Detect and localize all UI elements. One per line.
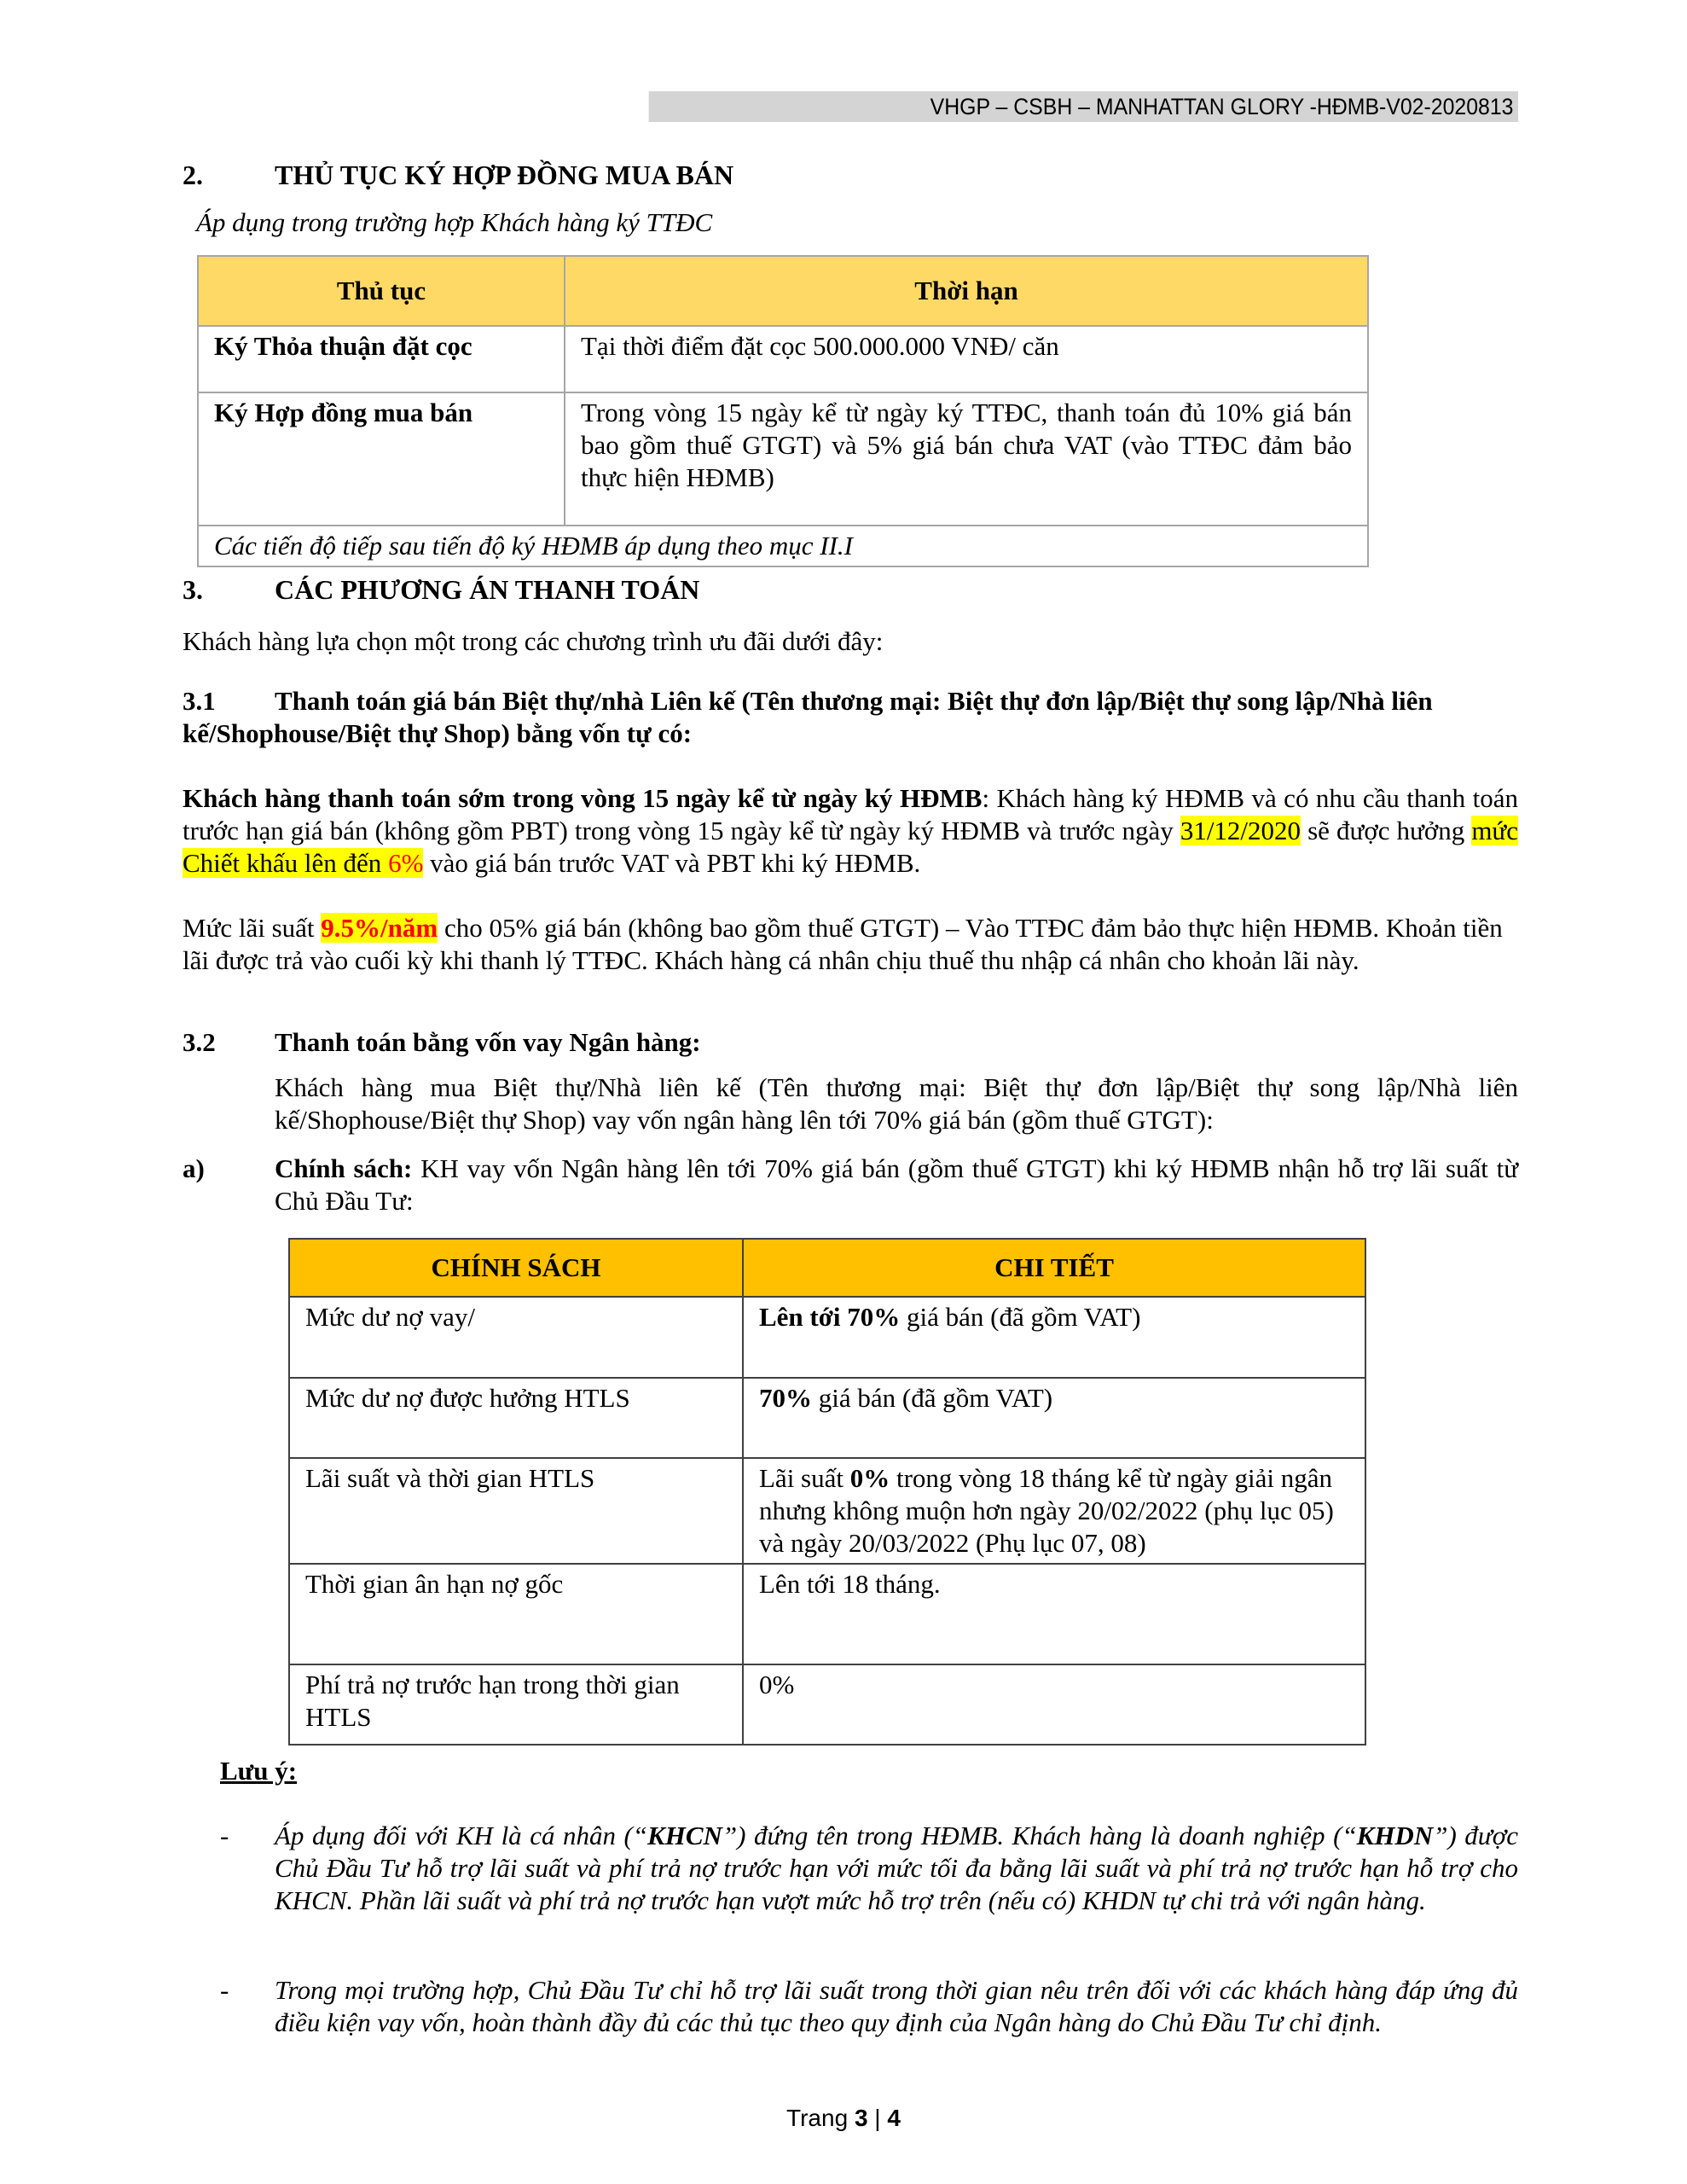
- bullet-dash-icon: -: [220, 1975, 229, 2005]
- subsection-number: 3.2: [183, 1027, 216, 1057]
- table-header-row: [289, 1239, 1365, 1297]
- detail-cell: [743, 1458, 1365, 1564]
- subsection-number: 3.1: [183, 686, 216, 716]
- notes-heading: [220, 1755, 297, 1787]
- text: : Khách hàng ký HĐMB và có nhu cầu thanh toán trước hạn giá bán (không gồm PBT) trong vòng 15 ngày kể từ ngày ký HĐMB và trước ngày: [183, 783, 1519, 845]
- document-code: VHGP – CSBH – MANHATTAN GLORY -HĐMB-V02-2020813: [930, 94, 1514, 119]
- detail-cell: [743, 1297, 1365, 1378]
- table-row: [198, 326, 1368, 392]
- text: ”) được Chủ Đầu Tư hỗ trợ lãi suất và phí trả nợ trước hạn với mức tối đa bằng lãi suất và phí trả nợ trước hạn hỗ trợ cho KHCN. Phần lãi suất và phí trả nợ trước hạn vượt mức hỗ trợ trên (nếu có) KHDN tự chi trả với ngân hàng.: [275, 1821, 1519, 1915]
- detail-text: giá bán (đã gồm VAT): [900, 1302, 1141, 1332]
- table-row: [289, 1564, 1365, 1664]
- header-policy: CHÍNH SÁCH: [289, 1239, 743, 1297]
- subsection-3-2-intro: Khách hàng mua Biệt thự/Nhà liên kế (Tên thương mại: Biệt thự đơn lập/Biệt thự song lập/Nhà liên kế/Shophouse/Biệt thự Shop) vay vốn ngân hàng lên tới 70% giá bán (gồm thuế GTGT):: [275, 1072, 1518, 1135]
- document-code-header: [649, 91, 1518, 122]
- loan-policy-table: [288, 1238, 1366, 1745]
- text: vào giá bán trước VAT và PBT khi ký HĐMB.: [423, 848, 921, 878]
- policy-cell: Mức dư nợ vay/: [289, 1297, 743, 1378]
- text: mức Chiết khấu lên đến: [183, 816, 1518, 878]
- table-row: [289, 1458, 1365, 1564]
- text: cho 05% giá bán (không bao gồm thuế GTGT) – Vào TTĐC đảm bảo thực hiện HĐMB. Khoản tiền lãi được trả vào cuối kỳ khi thanh lý TTĐC. Khách hàng cá nhân chịu thuế thu nhập cá nhân cho khoản lãi này.: [183, 913, 1503, 975]
- subsection-title: Thanh toán bằng vốn vay Ngân hàng:: [275, 1027, 701, 1057]
- procedure-table: [197, 255, 1369, 567]
- item-a-label: a): [183, 1153, 205, 1183]
- note-item: Trong mọi trường hợp, Chủ Đầu Tư chỉ hỗ trợ lãi suất trong thời gian nêu trên đối với các khách hàng đáp ứng đủ điều kiện vay vốn, hoàn thành đầy đủ các thủ tục theo quy định của Ngân hàng do Chủ Đầu Tư chỉ định.: [275, 1975, 1518, 2037]
- policy-cell: Lãi suất và thời gian HTLS: [289, 1458, 743, 1564]
- table-footer-note: Các tiến độ tiếp sau tiến độ ký HĐMB áp dụng theo mục II.I: [198, 526, 1368, 566]
- section-title: THỦ TỤC KÝ HỢP ĐỒNG MUA BÁN: [275, 160, 734, 190]
- policy-cell: Phí trả nợ trước hạn trong thời gian HTLS: [289, 1664, 743, 1745]
- detail-bold: Lên tới 70%: [759, 1302, 901, 1332]
- section-2-heading: [183, 159, 733, 191]
- term-khdn: KHDN: [1356, 1821, 1434, 1850]
- table-header-row: [198, 256, 1368, 326]
- subsection-3-2-heading: [183, 1026, 701, 1059]
- procedure-cell: Ký Thỏa thuận đặt cọc: [198, 326, 565, 392]
- detail-cell: 0%: [743, 1664, 1365, 1745]
- section-2-subtitle: Áp dụng trong trường hợp Khách hàng ký TTĐC: [196, 207, 713, 237]
- header-deadline: Thời hạn: [565, 256, 1368, 326]
- section-3-heading: [183, 573, 699, 606]
- deadline-date-highlight: 31/12/2020: [1180, 816, 1301, 845]
- section-number: 3.: [183, 574, 203, 605]
- subsection-3-1-heading: [183, 685, 1518, 750]
- notes-title: Lưu ý:: [220, 1756, 298, 1786]
- text: sẽ được hưởng: [1301, 816, 1472, 845]
- bullet-dash-icon: -: [220, 1821, 229, 1850]
- page-label: Trang: [786, 2105, 855, 2131]
- discount-percent: 6%: [388, 848, 424, 878]
- term-khcn: KHCN: [647, 1821, 722, 1850]
- table-row: [289, 1297, 1365, 1378]
- deadline-cell: Tại thời điểm đặt cọc 500.000.000 VNĐ/ căn: [565, 326, 1368, 392]
- header-detail: CHI TIẾT: [743, 1239, 1365, 1297]
- page-separator: |: [867, 2105, 888, 2131]
- text: KH vay vốn Ngân hàng lên tới 70% giá bán (gồm thuế GTGT) khi ký HĐMB nhận hỗ trợ lãi suất từ Chủ Đầu Tư:: [275, 1153, 1519, 1216]
- section-3-intro: Khách hàng lựa chọn một trong các chương trình ưu đãi dưới đây:: [183, 626, 884, 656]
- header-procedure: Thủ tục: [198, 256, 565, 326]
- policy-cell: Thời gian ân hạn nợ gốc: [289, 1564, 743, 1664]
- deadline-cell: Trong vòng 15 ngày kể từ ngày ký TTĐC, thanh toán đủ 10% giá bán bao gồm thuế GTGT) và 5% giá bán chưa VAT (vào TTĐC đảm bảo thực hiện HĐMB): [565, 392, 1368, 526]
- text: ”) đứng tên trong HĐMB. Khách hàng là doanh nghiệp (“: [722, 1821, 1357, 1850]
- text: Mức lãi suất: [183, 913, 322, 943]
- section-number: 2.: [183, 160, 203, 190]
- table-row: [289, 1664, 1365, 1745]
- table-row: [289, 1378, 1365, 1458]
- note-item: [275, 1820, 1518, 1917]
- page-footer: [0, 2102, 1687, 2135]
- table-footer-row: [198, 526, 1368, 566]
- text: Áp dụng đối với KH là cá nhân (“: [275, 1821, 648, 1850]
- early-payment-paragraph: [183, 782, 1518, 880]
- detail-cell: [743, 1378, 1365, 1458]
- detail-text: giá bán (đã gồm VAT): [812, 1383, 1053, 1413]
- procedure-cell: Ký Hợp đồng mua bán: [198, 392, 565, 526]
- subsection-title: Thanh toán giá bán Biệt thự/nhà Liên kế (Tên thương mại: Biệt thự đơn lập/Biệt thự song lập/Nhà liên kế/Shophouse/Biệt thự Shop) bằng vốn tự có:: [183, 686, 1433, 748]
- detail-bold: 70%: [759, 1383, 812, 1413]
- policy-label: Chính sách:: [275, 1153, 413, 1183]
- table-row: [198, 392, 1368, 526]
- policy-cell: Mức dư nợ được hưởng HTLS: [289, 1378, 743, 1458]
- detail-cell: Lên tới 18 tháng.: [743, 1564, 1365, 1664]
- interest-rate-highlight: 9.5%/năm: [321, 913, 438, 943]
- detail-bold: 0%: [849, 1463, 890, 1493]
- total-pages: 4: [887, 2105, 901, 2131]
- item-a-policy: [275, 1153, 1518, 1217]
- detail-text: Lãi suất: [759, 1463, 850, 1493]
- early-payment-term: Khách hàng thanh toán sớm trong vòng 15 ngày kể từ ngày ký HĐMB: [183, 783, 983, 813]
- interest-rate-paragraph: [183, 912, 1518, 977]
- section-title: CÁC PHƯƠNG ÁN THANH TOÁN: [275, 574, 700, 605]
- detail-text: trong vòng 18 tháng kể từ ngày giải ngân nhưng không muộn hơn ngày 20/02/2022 (phụ lục 05) và ngày 20/03/2022 (Phụ lục 07, 08): [759, 1463, 1334, 1558]
- current-page: 3: [854, 2105, 868, 2131]
